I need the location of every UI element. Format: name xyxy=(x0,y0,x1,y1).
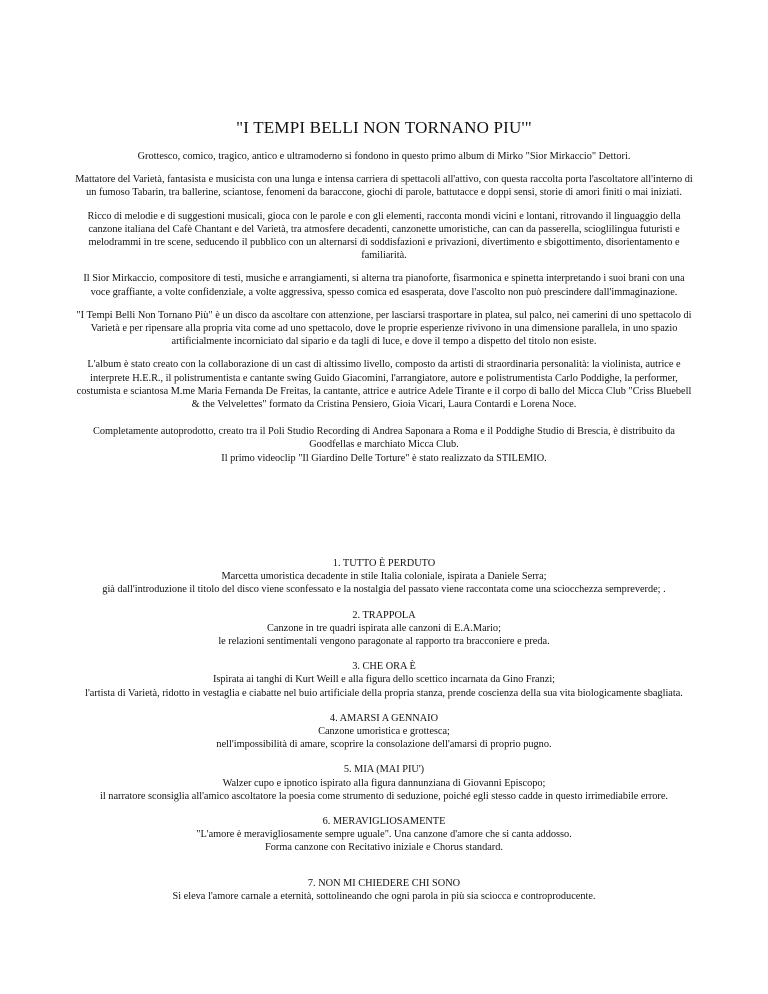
production-line: Completamente autoprodotto, creato tra il Poli Studio Recording di Andrea Saponara a Roma e il Poddighe Studio di Brescia, è distribuito da Goodfellas e marchiato Micca Club. xyxy=(93,426,675,451)
intro-paragraph: "I Tempi Belli Non Tornano Più" è un disco da ascoltare con attenzione, per lasciarsi trasportare in platea, sul palco, nei camerini di uno spettacolo di Varietà e per ripensare alla propria vita come ad uno spettacolo, dove le proprie esperienze rivivono in una dimensione parallela, in uno spazio artificialmente incorniciato dal sipario e da tagli di luce, e dove il tempo a dispetto del titolo non esiste. xyxy=(76,309,692,348)
tracklist xyxy=(74,557,694,915)
track-item xyxy=(74,877,694,903)
track-title: 3. CHE ORA È xyxy=(352,661,416,673)
track-item xyxy=(74,557,694,597)
track-description: le relazioni sentimentali vengono paragonate al rapporto tra bracconiere e preda. xyxy=(218,636,550,648)
track-description: il narratore sconsiglia all'amico ascoltatore la poesia come strumento di seduzione, poiché egli stesso cadde in questo irrimediabile errore. xyxy=(100,790,668,802)
track-item xyxy=(74,763,694,803)
track-description: già dall'introduzione il titolo del disco viene sconfessato e la nostalgia del passato viene raccontata come una sciocchezza sempreverde; . xyxy=(102,584,666,596)
track-description: l'artista di Varietà, ridotto in vestaglia e ciabatte nel buio artificiale della propria stanza, prende coscienza della sua vita biologicamente sbagliata. xyxy=(85,687,683,699)
album-description xyxy=(74,150,694,475)
track-title: 7. NON MI CHIEDERE CHI SONO xyxy=(307,877,461,889)
track-description: "L'amore è meravigliosamente sempre uguale". Una canzone d'amore che si canta addosso. xyxy=(196,829,572,841)
track-item xyxy=(74,815,694,855)
track-item xyxy=(74,712,694,752)
track-title: 1. TUTTO È PERDUTO xyxy=(332,558,436,569)
track-description: Canzone in tre quadri ispirata alle canzoni di E.A.Mario; xyxy=(267,622,501,634)
track-description: Walzer cupo e ipnotico ispirato alla figura dannunziana di Giovanni Episcopo; xyxy=(222,777,546,789)
track-description: Forma canzone con Recitativo iniziale e Chorus standard. xyxy=(265,842,503,854)
production-line: Il primo videoclip "Il Giardino Delle Torture" è stato realizzato da STILEMIO. xyxy=(221,452,547,464)
track-description: Marcetta umoristica decadente in stile Italia coloniale, ispirata a Daniele Serra; xyxy=(221,571,547,583)
track-title: 4. AMARSI A GENNAIO xyxy=(329,712,439,724)
intro-paragraph: Ricco di melodie e di suggestioni musicali, gioca con le parole e con gli elementi, racconta mondi vicini e lontani, ritrovando il linguaggio della canzone italiana del Cafè Chantant e del Varietà, tra atmosfere decadenti, canzonette umoristiche, can can da passerella, scioglilingua futuristi e melodrammi in tre scene, seducendo il pubblico con un alternarsi di soddisfazioni e privazioni, divertimento e sbigottimento, disorientamento e familiarità. xyxy=(87,210,681,262)
track-description: Ispirata ai tanghi di Kurt Weill e alla figura dello scettico incarnata da Gino Franzi; xyxy=(212,674,556,686)
track-title: 6. MERAVIGLIOSAMENTE xyxy=(322,816,446,828)
intro-paragraph: Il Sior Mirkaccio, compositore di testi, musiche e arrangiamenti, si alterna tra pianoforte, fisarmonica e spinetta interpretando i suoi brani con una voce graffiante, a volte confidenziale, a volte aggressiva, spesso comica ed esasperata, dove l'ascolto non può prescindere dall'immaginazione. xyxy=(83,273,685,298)
track-description: nell'impossibilità di amare, scoprire la consolazione dell'amarsi di proprio pugno. xyxy=(216,739,552,751)
production-paragraph xyxy=(74,425,694,465)
album-title: "I TEMPI BELLI NON TORNANO PIU'" xyxy=(236,118,532,137)
intro-paragraph: Grottesco, comico, tragico, antico e ultramoderno si fondono in questo primo album di Mirko "Sior Mirkaccio" Dettori. xyxy=(137,151,631,162)
intro-paragraph: L'album è stato creato con la collaborazione di un cast di altissimo livello, composto da artisti di straordinaria personalità: la violinista, autrice e interprete H.E.R., il polistrumentista e cantante swing Guido Giacomini, l'arrangiatore, autore e polistrumentista Carlo Poddighe, la performer, costumista e sciantosa M.me Maria Fernanda De Freitas, la cantante, attrice e autrice Adele Tirante e il corpo di ballo del Micca Club "Criss Bluebell & the Velvelettes" formato da Cristina Pensiero, Gioia Vicari, Laura Contardi e Lorena Noce. xyxy=(76,359,692,411)
track-item xyxy=(74,609,694,649)
track-description: Canzone umoristica e grottesca; xyxy=(318,726,450,738)
intro-paragraph: Mattatore del Varietà, fantasista e musicista con una lunga e intensa carriera di spettacoli all'attivo, con questa raccolta porta l'ascoltatore all'interno di un fumoso Tabarin, tra ballerine, sciantose, fenomeni da baraccone, giochi di parole, battutacce e doppi sensi, storie di amori finiti o mai iniziati. xyxy=(75,174,693,199)
track-item xyxy=(74,660,694,700)
track-description: Si eleva l'amore carnale a eternità, sottolineando che ogni parola in più sia sciocca e controproducente. xyxy=(172,890,596,902)
track-title: 2. TRAPPOLA xyxy=(352,609,416,621)
track-title: 5. MIA (MAI PIU') xyxy=(343,764,425,776)
